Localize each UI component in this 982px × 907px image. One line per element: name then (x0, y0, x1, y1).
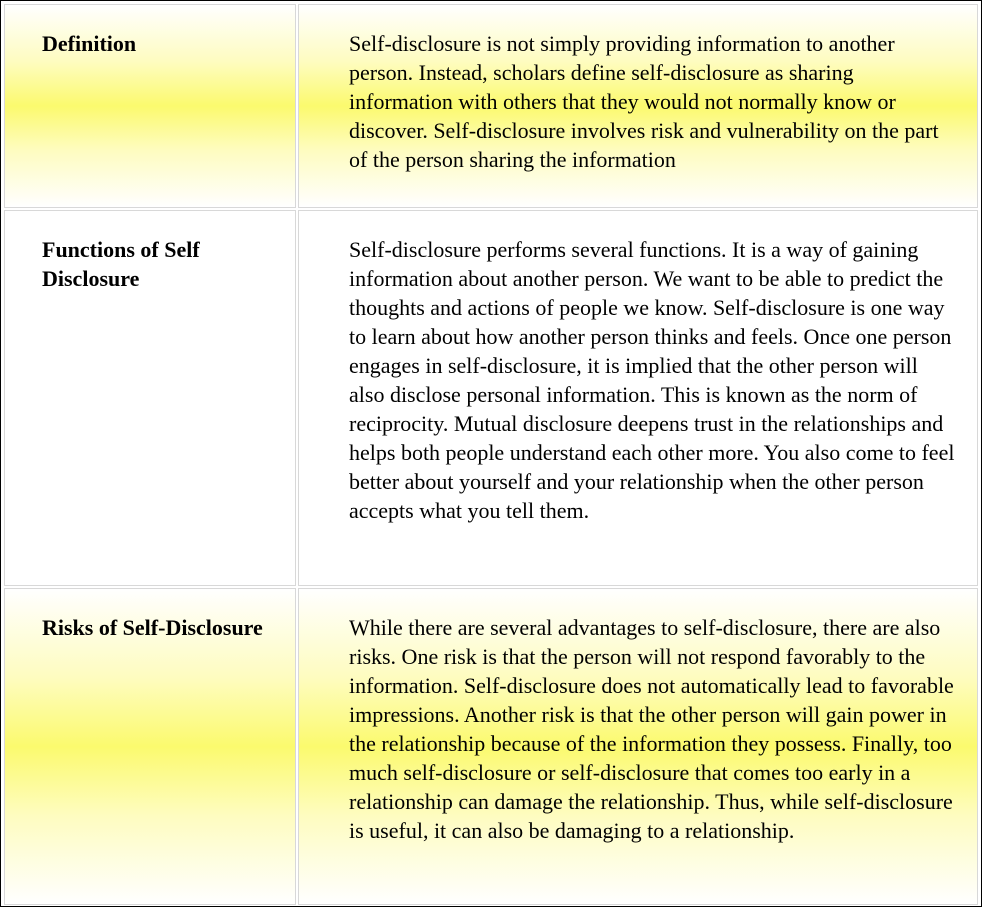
table-row-definition (4, 4, 978, 208)
term-cell-risks: Risks of Self-Disclosure (4, 588, 296, 905)
description-cell-risks: While there are several advantages to self-disclosure, there are also risks. One risk is that the person will not respond favorably to the information. Self-disclosure does not automatically lead to favorable impressions. Another risk is that the other person will gain power in the relationship because of the information they possess. Finally, too much self-disclosure or self-disclosure that comes too early in a relationship can damage the relationship. Thus, while self-disclosure is useful, it can also be damaging to a relationship. (298, 588, 978, 905)
description-cell-functions: Self-disclosure performs several functions. It is a way of gaining information about another person. We want to be able to predict the thoughts and actions of people we know. Self-disclosure is one way to learn about how another person thinks and feels. Once one person engages in self-disclosure, it is implied that the other person will also disclose personal information. This is known as the norm of reciprocity. Mutual disclosure deepens trust in the relationships and helps both people understand each other more. You also come to feel better about yourself and your relationship when the other person accepts what you tell them. (298, 210, 978, 586)
description-cell-definition: Self-disclosure is not simply providing information to another person. Instead, scholars define self-disclosure as sharing information with others that they would not normally know or discover. Self-disclosure involves risk and vulnerability on the part of the person sharing the information (298, 4, 978, 208)
table-row-functions (4, 210, 978, 586)
self-disclosure-table (2, 2, 980, 907)
term-cell-functions: Functions of Self Disclosure (4, 210, 296, 586)
table-row-risks (4, 588, 978, 905)
term-cell-definition: Definition (4, 4, 296, 208)
